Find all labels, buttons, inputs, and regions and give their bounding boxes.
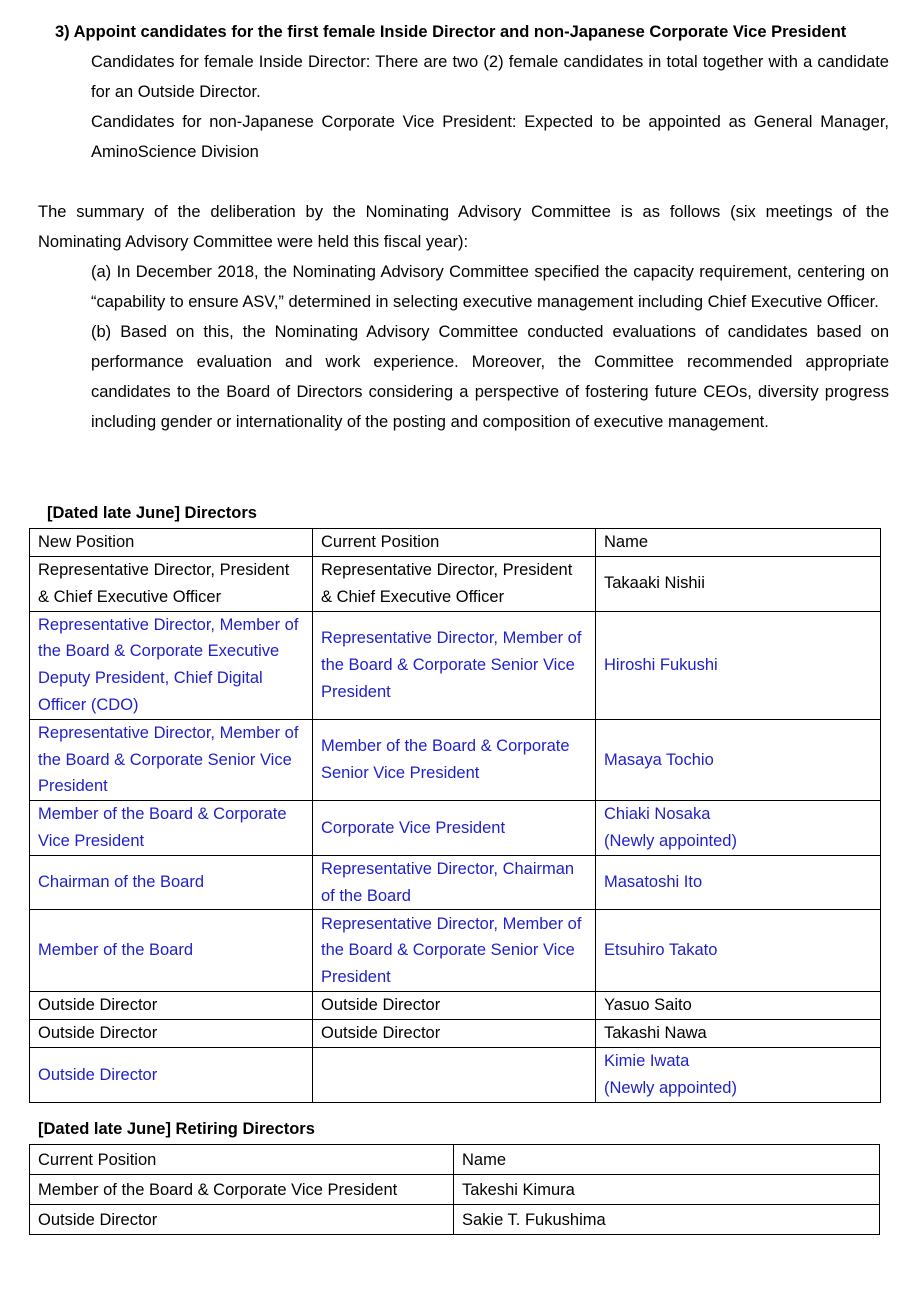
director-name: Kimie Iwata [604,1052,690,1071]
new-position-cell: Outside Director [30,1020,313,1048]
director-name: Yasuo Saito [604,996,692,1015]
non-japanese-candidates-text: Candidates for non-Japanese Corporate Vice President: Expected to be appointed as General Manager, AminoScience Division [91,113,889,161]
name-cell [596,801,881,856]
table-header-row [30,1145,880,1175]
new-position-cell: Outside Director [30,1048,313,1103]
newly-appointed-note: (Newly appointed) [604,831,737,850]
director-name: Takaaki Nishii [604,574,705,593]
table-row [30,557,881,612]
table-row [30,719,881,800]
director-name: Chiaki Nosaka [604,805,711,824]
current-position-cell: Representative Director, Member of the Board & Corporate Senior Vice President [313,611,596,719]
newly-appointed-note: (Newly appointed) [604,1079,737,1098]
name-cell [596,855,881,910]
table-row [30,1205,880,1235]
new-position-cell: Representative Director, Member of the Board & Corporate Senior Vice President [30,719,313,800]
table-row [30,992,881,1020]
director-name: Masaya Tochio [604,750,714,769]
current-position-cell: Representative Director, Member of the Board & Corporate Senior Vice President [313,910,596,992]
new-position-cell: Member of the Board & Corporate Vice President [30,801,313,856]
name-cell [596,1020,881,1048]
director-name: Hiroshi Fukushi [604,655,718,674]
current-position-cell: Corporate Vice President [313,801,596,856]
table-row [30,1048,881,1103]
director-name: Etsuhiro Takato [604,941,718,960]
name-cell [596,719,881,800]
name-cell [596,992,881,1020]
current-position-cell: Member of the Board & Corporate Senior Vice President [313,719,596,800]
header-name: Name [454,1145,880,1175]
director-name: Masatoshi Ito [604,873,703,892]
current-position-cell: Outside Director [313,1020,596,1048]
name-cell: Takeshi Kimura [454,1175,880,1205]
name-cell [596,611,881,719]
director-name: Takashi Nawa [604,1024,707,1043]
directors-table-caption: [Dated late June] Directors [47,504,257,522]
table-row [30,611,881,719]
table-header-row [30,529,881,557]
current-position-cell: Member of the Board & Corporate Vice President [30,1175,454,1205]
header-name: Name [596,529,881,557]
table-row [30,910,881,992]
table-row [30,1020,881,1048]
name-cell: Sakie T. Fukushima [454,1205,880,1235]
new-position-cell: Chairman of the Board [30,855,313,910]
name-cell [596,1048,881,1103]
deliberation-points [91,257,889,437]
current-position-cell: Outside Director [30,1205,454,1235]
current-position-cell: Representative Director, President & Chief Executive Officer [313,557,596,612]
current-position-cell [313,1048,596,1103]
new-position-cell: Outside Director [30,992,313,1020]
directors-table [29,528,881,1103]
candidates-paragraph [91,47,889,167]
new-position-cell: Representative Director, Member of the Board & Corporate Executive Deputy President, Chief Digital Officer (CDO) [30,611,313,719]
retiring-table-caption: [Dated late June] Retiring Directors [38,1120,315,1138]
new-position-cell: Member of the Board [30,910,313,992]
header-new-position: New Position [30,529,313,557]
name-cell [596,557,881,612]
name-cell [596,910,881,992]
new-position-cell: Representative Director, President & Chief Executive Officer [30,557,313,612]
section-heading: 3) Appoint candidates for the first female Inside Director and non-Japanese Corporate Vice President [55,23,847,41]
current-position-cell: Representative Director, Chairman of the Board [313,855,596,910]
header-current-position: Current Position [313,529,596,557]
header-current-position: Current Position [30,1145,454,1175]
table-row [30,855,881,910]
table-row [30,801,881,856]
point-b: (b) Based on this, the Nominating Advisory Committee conducted evaluations of candidates based on performance evaluation and work experience. Moreover, the Committee recommended appropriate candidates to the Board of Directors considering a perspective of fostering future CEOs, diversity progress including gender or internationality of the posting and composition of executive management. [91,323,889,431]
point-a: (a) In December 2018, the Nominating Advisory Committee specified the capacity requirement, centering on “capability to ensure ASV,” determined in selecting executive management including Chief Executive Officer. [91,263,889,311]
summary-paragraph: The summary of the deliberation by the Nominating Advisory Committee is as follows (six meetings of the Nominating Advisory Committee were held this fiscal year): [38,203,889,251]
retiring-directors-table [29,1144,880,1235]
table-row [30,1175,880,1205]
current-position-cell: Outside Director [313,992,596,1020]
female-candidates-text: Candidates for female Inside Director: There are two (2) female candidates in total together with a candidate for an Outside Director. [91,53,889,101]
